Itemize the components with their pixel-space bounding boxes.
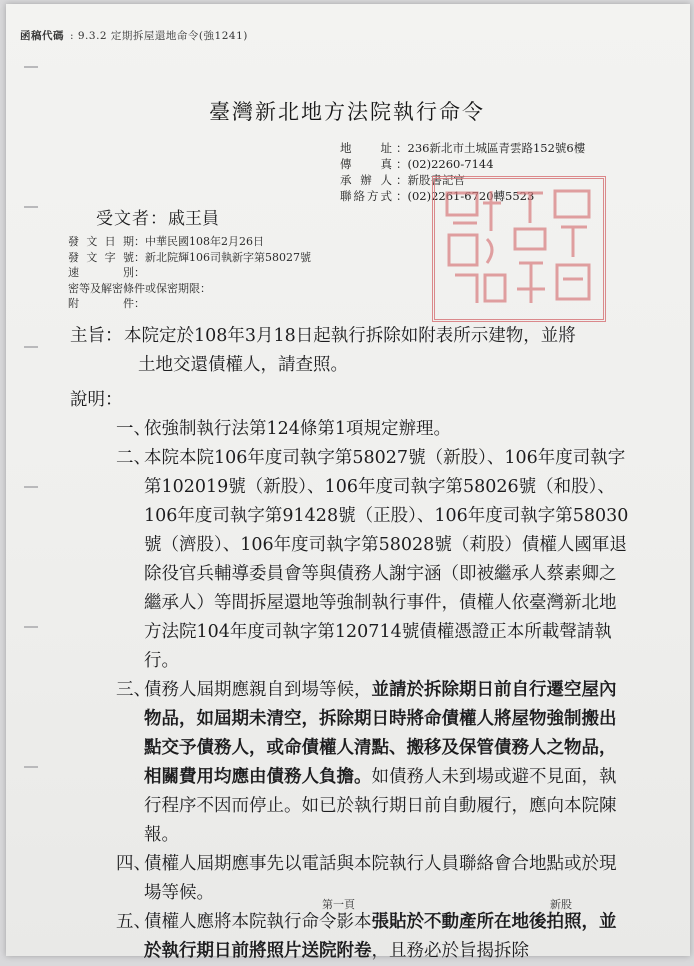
meta-issue-number: 發文字號：新北院輝106司執新字第58027號 xyxy=(68,250,311,264)
recipient xyxy=(96,204,219,229)
court-seal-stamp xyxy=(432,176,606,322)
contact-fax: 傳 真 ：(02)2260-7144 xyxy=(340,157,494,171)
meta-attachment: 附件： xyxy=(68,297,145,310)
document-code xyxy=(20,28,248,43)
document-body xyxy=(70,322,630,966)
explanation-label: 說明： xyxy=(70,390,123,410)
contact-phone: 聯絡方式 ：(02)2261-6720轉5523 xyxy=(340,189,535,203)
explanation-item-1: 一、 依強制執行法第124條第1項規定辦理。 xyxy=(116,419,452,439)
footer-unit: 新股 xyxy=(550,898,572,911)
explanation-item-5: 五、 債權人應將本院執行命令影本張貼於不動產所在地後拍照，並於執行期日前將照片送院附卷，且務必於旨揭拆除 xyxy=(116,912,617,961)
explanation-item-3: 三、 債務人屆期應親自到場等候，並請於拆除期日前自行遷空屋內物品，如屆期未清空，拆除期日時將命債權人將屋物強制搬出點交予債務人，或命債權人清點、搬移及保管債務人之物品，相關費用均應由債務人負擔。如債務人未到場或避不見面，執行程序不因而停止。如已於執行期日前自動履行，應向本院陳報。 xyxy=(116,680,617,845)
meta-issue-date: 發文日期：中華民國108年2月26日 xyxy=(68,235,264,248)
explanation-item-2: 二、 本院本院106年度司執字第58027號（新股）、106年度司執字第102019號（新股）、106年度司執字第58026號（和股）、106年度司執字第91428號（正股）、106年度司執字第58030號（濟股）、106年度司執字第58028號（莉股）債權人國軍退除役官兵輔導委員會等與債務人謝宇涵（即被繼承人蔡素卿之繼承人）等間拆屋還地等強制執行事件，債權人依臺灣新北地方法院104年度司執字第120714號債權憑證正本所載聲請執行。 xyxy=(116,448,629,671)
subject xyxy=(70,322,630,380)
recipient-name: 戚王員 xyxy=(168,209,219,229)
contact-handler: 承辦人 ：新股書記官 xyxy=(340,173,465,187)
recipient-label: 受文者： xyxy=(96,209,168,229)
subject-label: 主旨： xyxy=(70,326,123,346)
seal-pattern-icon xyxy=(435,179,603,319)
meta-urgency: 速別： xyxy=(68,266,145,279)
document-meta xyxy=(68,234,311,312)
meta-confidentiality: 密等及解密條件或保密期限： xyxy=(68,281,211,295)
page-number: 第一頁 xyxy=(322,898,355,911)
subject-line-1: 本院定於108年3月18日起執行拆除如附表所示建物，並將 xyxy=(124,326,576,346)
subject-line-2: 土地交還債權人，請查照。 xyxy=(138,355,348,375)
contact-address: 地 址 ：236新北市土城區青雲路152號6樓 xyxy=(340,141,586,155)
document-title: 臺灣新北地方法院執行命令 xyxy=(209,100,485,124)
document-code-label: 函稿代碼 xyxy=(20,30,64,42)
binder-holes xyxy=(24,66,40,906)
explanation-item-4: 四、 債權人屆期應事先以電話與本院執行人員聯絡會合地點或於現場等候。 xyxy=(116,854,617,903)
document-code-value: : 9.3.2 定期拆屋還地命令(強1241) xyxy=(70,30,248,42)
